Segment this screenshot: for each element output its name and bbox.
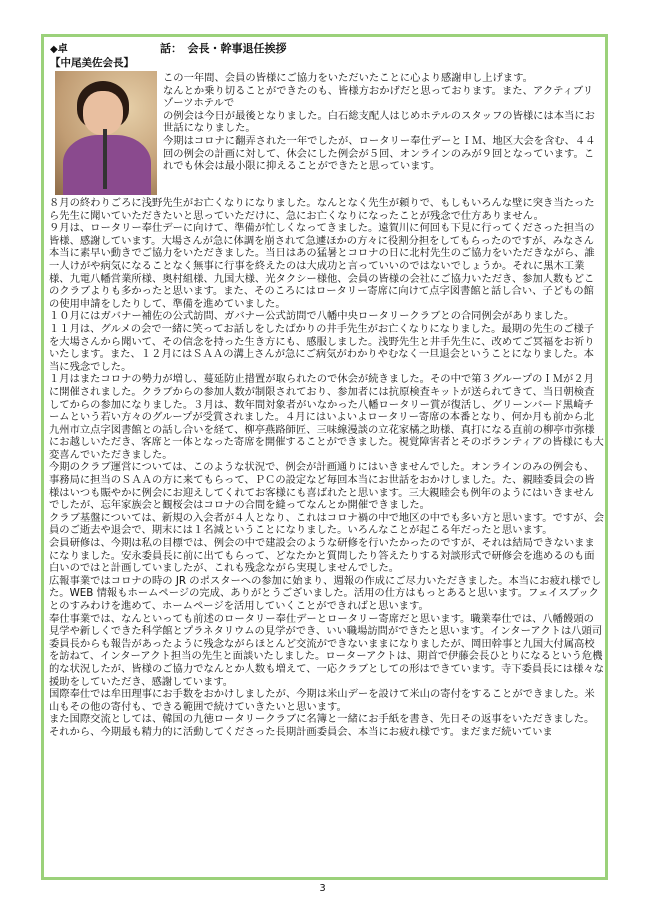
paragraph: １１月は、グルメの会で一緒に笑ってお話しをしたばかりの井手先生がお亡くなりになりました。最期の先生のご様子を大場さんから聞いて、その信念を持った生き方にも、感服しました。浅野先生と井手先生に、改めてご冥福をお祈りいたします。また、１２月にはＳＡＡの溝上さんが急にご病気がわかりやむなく一旦退会ということになりました。本当に残念でした。 bbox=[49, 322, 595, 373]
paragraph: クラブ基盤については、新規の入会者が４人となり、これはコロナ禍の中で地区の中でも多い方と思います。ですが、会員のご逝去や退会で、期末には１名減ということになりました。いろんなことが起こる年だったと思います。 bbox=[49, 511, 604, 537]
paragraph: 会員研修は、今期は私の目標では、例会の中で建設会のような研修を行いたかったのですが、それは結局できないままになりました。安永委員長に前に出てもらって、どなたかと質問したり答えたりする対談形式で研修会を進めるのも面白いのではと計画していましたが、これも残念ながら実現しませんでした。 bbox=[49, 537, 595, 575]
paragraph: ９月は、ロータリー奉仕デーに向けて、準備が忙しくなってきました。遠賀川に何回も下見に行ってくださった担当の皆様、感謝しています。大場さんが急に体調を崩されて急遽ほかの方々に役割分担をしてもらったのですが、みなさん本当に素早い動きでご協力をいただきました。当日はあの猛暑とコロナの日に北村先生のご協力をいただきながら、誰一人けがや病気になることなく無事に行事を終えたのは大成功と言っていいのではないでしょうか。それに黒木工業様、九電八幡営業所様、奥村組様、九国大様、光タクシー様他、会員の皆様の会社にご協力いただき、参加人数もどこのクラブよりも多かったと思います。また、そのころにはロータリー寄席に向けて点字図書館と話し合い、子どもの館の使用申請をしたりして、準備を進めていました。 bbox=[49, 222, 595, 310]
speaker-photo bbox=[55, 71, 157, 195]
paragraph: 国際奉仕では牟田理事にお手数をおかけしましたが、今期は米山デーを設けて米山の寄付をすることができました。米山もその他の寄付も、できる範囲で続けていきたいと思います。 bbox=[49, 688, 595, 713]
paragraph: １０月にはガバナー補佐の公式訪問、ガバナー公式訪問で八幡中央ロータリークラブとの合同例会がありました。 bbox=[49, 310, 575, 323]
intro-line: この一年間、会員の皆様にご協力をいただいたことに心より感謝申し上げます。 bbox=[163, 72, 533, 84]
paragraph: 広報事業ではコロナの時の JR のポスターへの参加に始まり、週報の作成にご尽力いただきました。本当にお疲れ様でした。WEB 情報もホームページの完成、ありがとうございました。活用の仕方はもっとあると思います。フェイスブックとのすみわけを進めて、ホームページを活用していくことができればと思います。 bbox=[49, 574, 602, 612]
paragraph: １月はまたコロナの勢力が増し、蔓延防止措置が取られたので休会が続きました。その中で第３グループのＩＭが２月に開催されました。クラブからの参加人数が制限されており、参加者には抗原検査キットが送られてきて、当日朝検査してからの参加になりました。３月は、数年間対象者がいなかった八幡ロータリー賞が復活し、グリーンバード黒崎チームという若い方々のグループが受賞されました。４月にはいよいよロータリー寄席の本番となり、何か月も前から北九州市立点字図書館との話し合いを経て、柳亭燕路師匠、三味線漫談の立花家橘之助様、真打になる直前の柳亭市弥様にお越しいただき、客席と一体となった寄席を開催することができました。視覚障害者とそのボランティアの皆様にも大変喜んでいただきました。 bbox=[49, 373, 604, 461]
paragraph: また国際交流としては、韓国の九徳ロータリークラブに名簿と一緒にお手紙を書き、先日その返事をいただきました。 bbox=[49, 713, 595, 726]
section-title: 話： 会長・幹事退任挨拶 bbox=[160, 42, 287, 55]
intro-line: 今期はコロナに翻弄された一年でしたが、ロータリー奉仕デーとＩＭ、地区大会を含む、４４回の例会の計画に対して、休会にした例会が５回、オンラインのみが９回となっています。これでも休会は最小限に抑えることができたと思っています。 bbox=[163, 134, 596, 173]
article-body bbox=[49, 197, 604, 739]
speaker-label: 【中尾美佐会長】 bbox=[50, 57, 134, 69]
section-marker: ◆卓 bbox=[50, 44, 68, 55]
intro-line: の例会は今日が最後となりました。白石総支配人はじめホテルのスタッフの皆様には本当にお世話になりました。 bbox=[163, 109, 595, 135]
paragraph: 今期のクラブ運営については、このような状況で、例会が計画通りにはいきませんでした。オンラインのみの例会も、事務局に担当のＳＡＡの方に来てもらって、ＰＣの設定など毎回本当にお世話をおかけしました。た、親睦委員会の皆様はいつも賑やかに例会にお迎えしてくれてお客様にも喜ばれたと思います。三大親睦会も例年のようにはいきませんでしたが、忘年家族会と観桜会はコロナの合間を縫ってなんとか開催できました。 bbox=[49, 461, 595, 512]
paragraph: ８月の終わりごろに浅野先生がお亡くなりになりました。なんとなく先生が頼りで、もしもいろんな壁に突き当たったら先生に聞いていただきたいと思っていただけに、急にお亡くなりになったことが残念で仕方ありません。 bbox=[49, 197, 595, 222]
page-number: 3 bbox=[319, 883, 326, 894]
section-header bbox=[50, 40, 287, 55]
intro-line: なんとか乗り切ることができたのも、皆様方おかげだと思っております。また、アクティブリゾーツホテルで bbox=[163, 84, 594, 110]
intro-text bbox=[163, 72, 603, 173]
paragraph: 奉仕事業では、なんといっても前述のロータリー奉仕デーとロータリー寄席だと思います。職業奉仕では、八幡饅頭の見学や新しくできた科学館とプラネタリウムの見学ができ、いい職場訪問ができたと思います。インターアクトは八頭司委員長からも報告があったように残念ながらほとんど交流ができないままになりましたが、岡田幹事と九国大付属高校を訪ねて、インターアクト担当の先生と面談いたしました。ローターアクトは、期首で伊藤会長ひとりになるという危機的な状況したが、皆様のご協力でなんとか人数も増えて、一応クラブとしての形はできています。寺下委員長には様々な援助をしていただき、感謝しています。 bbox=[49, 612, 604, 688]
paragraph: それから、今期最も精力的に活動してくださった長期計画委員会、本当にお疲れ様です。まだまだ続いていま bbox=[49, 725, 553, 738]
